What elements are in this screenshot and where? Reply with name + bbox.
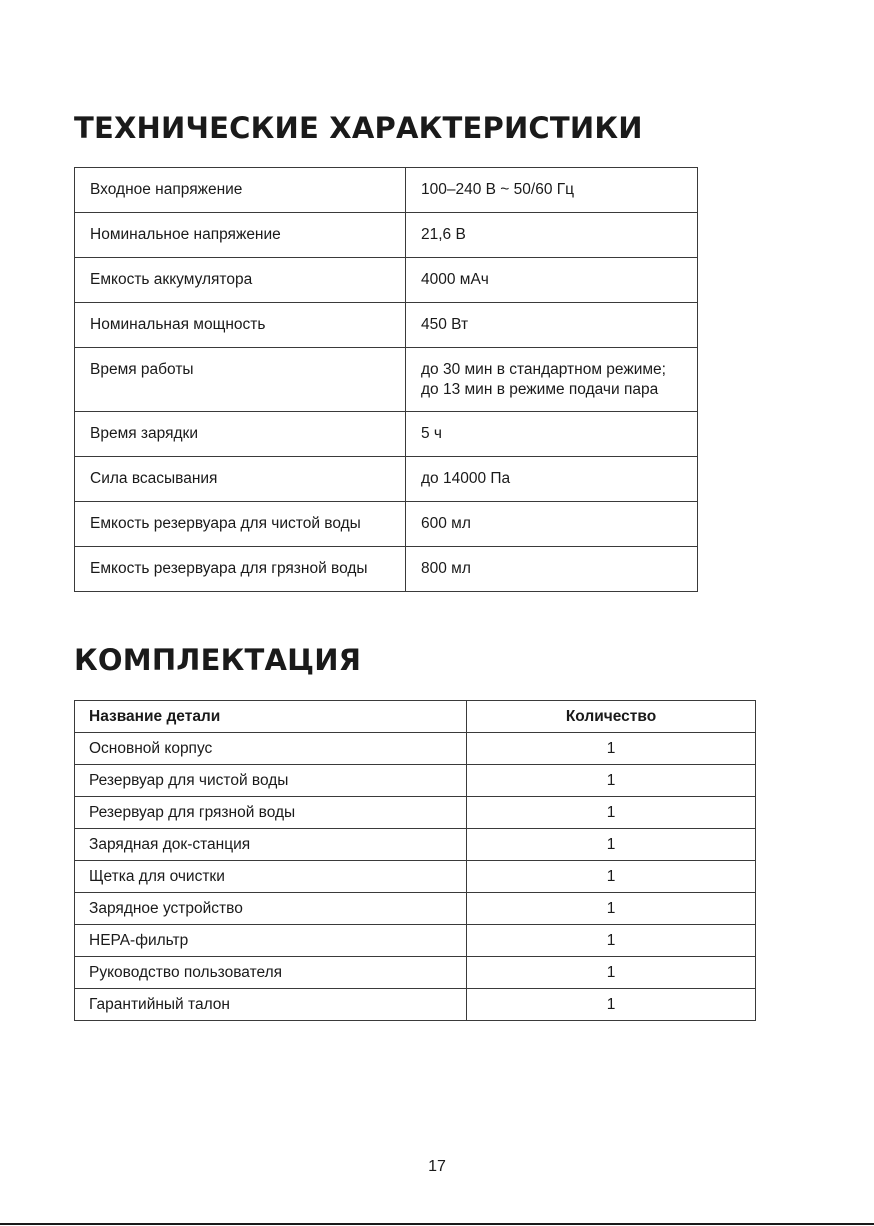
spec-value-line: до 30 мин в стандартном режиме;: [421, 361, 666, 378]
part-qty: 1: [467, 925, 756, 957]
table-header-row: [75, 701, 756, 733]
table-row: [75, 893, 756, 925]
table-row: [75, 797, 756, 829]
table-row: [75, 258, 698, 303]
part-qty: 1: [467, 861, 756, 893]
table-row: [75, 925, 756, 957]
part-name: Резервуар для чистой воды: [75, 765, 467, 797]
spec-value: 100–240 В ~ 50/60 Гц: [406, 168, 698, 213]
spec-label: Емкость аккумулятора: [75, 258, 406, 303]
part-qty: 1: [467, 893, 756, 925]
part-name: Резервуар для грязной воды: [75, 797, 467, 829]
part-name: Щетка для очистки: [75, 861, 467, 893]
table-row: [75, 213, 698, 258]
spec-value: 450 Вт: [406, 303, 698, 348]
part-name: Гарантийный талон: [75, 989, 467, 1021]
spec-label: Входное напряжение: [75, 168, 406, 213]
table-row: [75, 457, 698, 502]
table-row: [75, 168, 698, 213]
specs-table: [74, 167, 698, 592]
column-header-name: Название детали: [75, 701, 467, 733]
spec-label: Емкость резервуара для чистой воды: [75, 502, 406, 547]
spec-value: 21,6 В: [406, 213, 698, 258]
part-qty: 1: [467, 765, 756, 797]
specs-heading: ТЕХНИЧЕСКИЕ ХАРАКТЕРИСТИКИ: [74, 111, 643, 145]
table-row: [75, 829, 756, 861]
part-qty: 1: [467, 989, 756, 1021]
spec-value-line: до 13 мин в режиме подачи пара: [421, 381, 659, 398]
spec-value: 4000 мАч: [406, 258, 698, 303]
table-row: [75, 989, 756, 1021]
spec-label: Время зарядки: [75, 412, 406, 457]
part-qty: 1: [467, 733, 756, 765]
table-row: [75, 547, 698, 592]
part-name: Зарядное устройство: [75, 893, 467, 925]
part-qty: 1: [467, 829, 756, 861]
page-number: 17: [428, 1158, 446, 1175]
table-row: [75, 957, 756, 989]
table-row: [75, 348, 698, 412]
spec-label: Время работы: [75, 348, 406, 412]
bottom-divider: [0, 1223, 874, 1225]
spec-value: 600 мл: [406, 502, 698, 547]
table-row: [75, 502, 698, 547]
kit-table: [74, 700, 756, 1021]
table-row: [75, 765, 756, 797]
spec-value: [406, 348, 698, 412]
table-row: [75, 733, 756, 765]
part-qty: 1: [467, 957, 756, 989]
part-name: Основной корпус: [75, 733, 467, 765]
kit-heading: КОМПЛЕКТАЦИЯ: [74, 643, 362, 677]
part-name: Руководство пользователя: [75, 957, 467, 989]
table-row: [75, 303, 698, 348]
spec-label: Сила всасывания: [75, 457, 406, 502]
spec-label: Номинальное напряжение: [75, 213, 406, 258]
part-name: Зарядная док-станция: [75, 829, 467, 861]
spec-label: Емкость резервуара для грязной воды: [75, 547, 406, 592]
part-qty: 1: [467, 797, 756, 829]
spec-value: 800 мл: [406, 547, 698, 592]
spec-value: 5 ч: [406, 412, 698, 457]
column-header-qty: Количество: [467, 701, 756, 733]
spec-value: до 14000 Па: [406, 457, 698, 502]
table-row: [75, 412, 698, 457]
part-name: HEPA-фильтр: [75, 925, 467, 957]
spec-label: Номинальная мощность: [75, 303, 406, 348]
table-row: [75, 861, 756, 893]
